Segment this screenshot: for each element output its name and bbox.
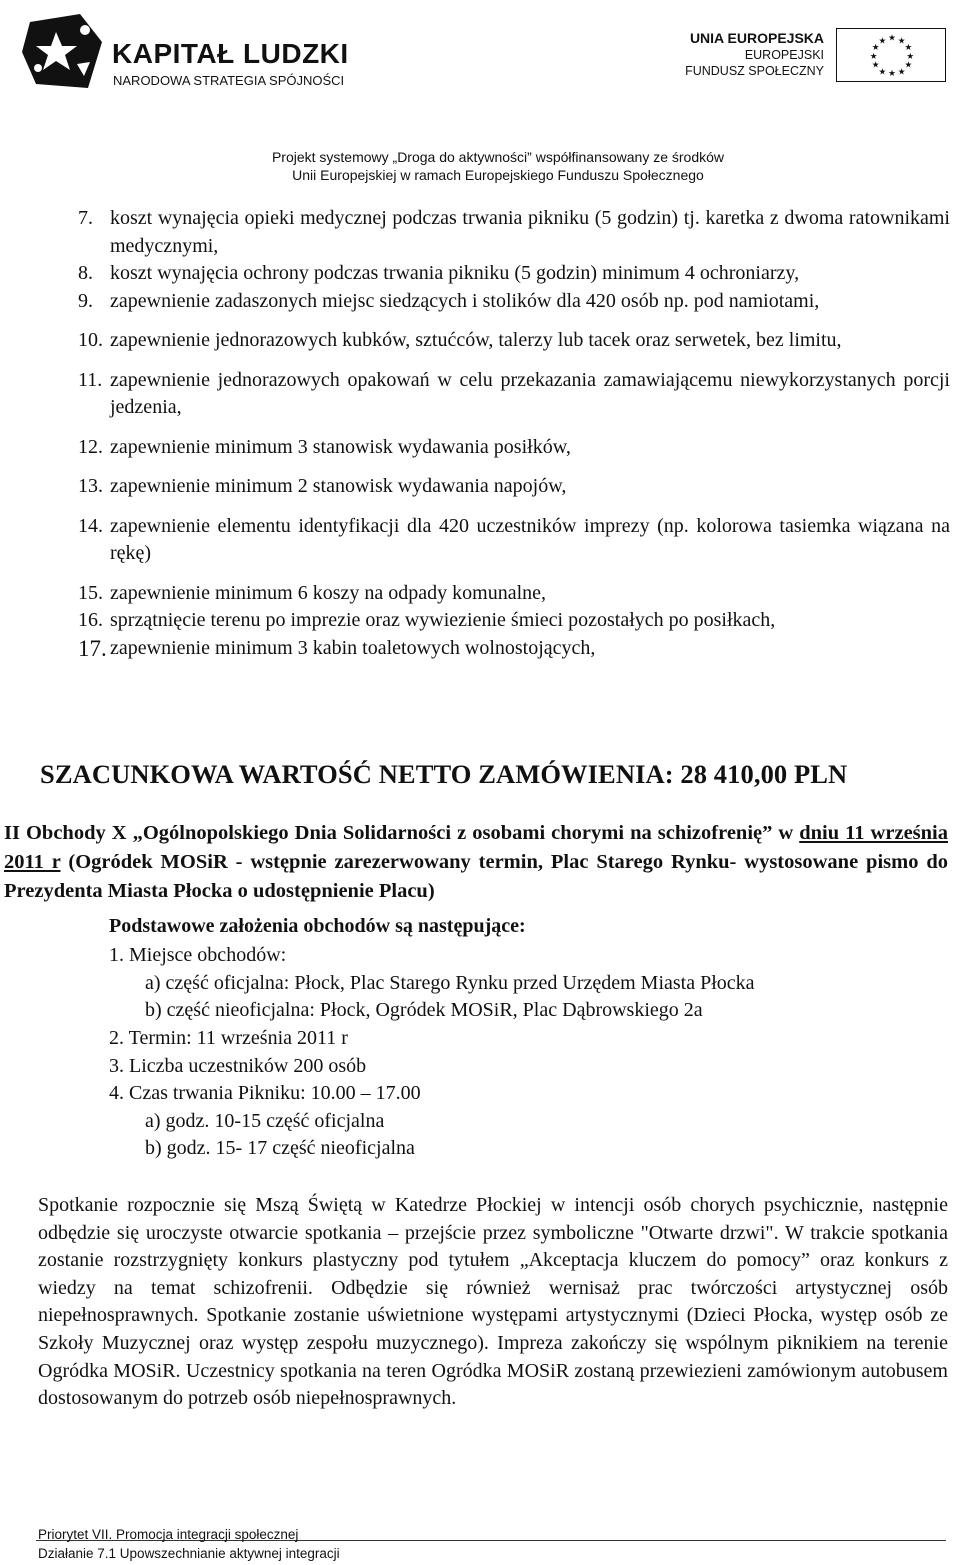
event-program-paragraph: Spotkanie rozpocznie się Mszą Świętą w Katedrze Płockiej w intencji osób chorych psychicznie, następnie odbędzie się uroczyste otwarcie spotkania – przejście przez symboliczne "Otwarte drzwi". W trakcie spotkania zostanie rozstrzygnięty konkurs plastyczny pod tytułem „Akceptacja kluczem do pomocy” oraz konkurs z wiedzy na temat schizofrenii. Odbędzie się również wernisaż prac twórczości artystycznej osób niepełnosprawnych. Spotkanie zostanie uświetnione występami artystycznymi (Dzieci Płocka, występ osób ze Szkoły Muzycznej oraz występ zespołu muzycznego). Impreza zakończy się wspólnym piknikiem na terenie Ogródka MOSiR. Uczestnicy spotkania na teren Ogródka MOSiR zostaną przewiezieni zamówionym autobusem dostosowanym do potrzeb osób niepełnosprawnych. xyxy=(38,1194,948,1410)
list-item-number: 11. xyxy=(78,368,103,391)
list-item-text: sprzątnięcie terenu po imprezie oraz wywiezienie śmieci pozostałych po posiłkach, xyxy=(110,609,776,631)
list-item xyxy=(78,473,950,501)
assumption-place-unofficial: b) część nieoficjalna: Płock, Ogródek MOSiR, Plac Dąbrowskiego 2a xyxy=(145,999,703,1021)
list-item-number: 9. xyxy=(78,289,93,312)
kapital-ludzki-logo xyxy=(22,12,349,92)
list-item xyxy=(78,434,950,462)
list-item-text: zapewnienie zadaszonych miejsc siedzących i stolików dla 420 osób np. pod namiotami, xyxy=(110,289,820,312)
list-item-text: zapewnienie jednorazowych kubków, sztućców, talerzy lub tacek oraz serwetek, bez limitu, xyxy=(110,329,842,351)
footer-action: Działanie 7.1 Upowszechnianie aktywnej integracji xyxy=(38,1546,340,1561)
list-item-text: zapewnienie minimum 3 stanowisk wydawania posiłków, xyxy=(110,435,571,458)
svg-text:★: ★ xyxy=(878,36,887,47)
svg-text:★: ★ xyxy=(869,51,878,62)
event-location: (Ogródek MOSiR - wstępnie zarezerwowany termin, Plac Starego Rynku- wystosowane pismo do Prezydenta Miasta Płocka o udostępnienie Placu) xyxy=(4,851,948,902)
list-item-number: 13. xyxy=(78,475,103,497)
eu-flag-icon xyxy=(836,28,946,82)
assumption-participants: 3. Liczba uczestników 200 osób xyxy=(109,1055,367,1077)
list-item-text: zapewnienie elementu identyfikacji dla 420 uczestników imprezy (np. kolorowa tasiemka wiązana na rękę) xyxy=(110,514,950,564)
svg-text:★: ★ xyxy=(897,67,906,78)
list-item xyxy=(78,635,950,663)
eu-logo xyxy=(685,28,946,84)
eu-logo-line3: FUNDUSZ SPOŁECZNY xyxy=(685,64,824,78)
project-line-1: Projekt systemowy „Droga do aktywności” współfinansowany ze środków xyxy=(271,149,725,165)
event-date: dniu 11 września 2011 r xyxy=(4,822,948,873)
svg-text:★: ★ xyxy=(906,51,915,62)
list-item-number: 17. xyxy=(78,635,107,661)
list-item-number: 10. xyxy=(78,329,103,351)
logo-title: KAPITAŁ LUDZKI xyxy=(112,38,349,69)
list-item-number: 16. xyxy=(78,609,103,631)
svg-text:★: ★ xyxy=(878,67,887,78)
assumption-duration: 4. Czas trwania Pikniku: 10.00 – 17.00 xyxy=(109,1082,421,1104)
list-item-text: koszt wynajęcia ochrony podczas trwania pikniku (5 godzin) minimum 4 ochroniarzy, xyxy=(110,262,800,284)
logo-subtitle: NARODOWA STRATEGIA SPÓJNOŚCI xyxy=(113,73,345,88)
list-item-text: zapewnienie minimum 6 koszy na odpady komunalne, xyxy=(110,581,547,604)
list-item-number: 8. xyxy=(78,262,93,284)
svg-text:★: ★ xyxy=(871,60,880,71)
list-item-text: zapewnienie jednorazowych opakowań w celu przekazania zamawiającemu niewykorzystanych porcji jedzenia, xyxy=(110,368,950,418)
eu-logo-line1: UNIA EUROPEJSKA xyxy=(689,30,824,46)
list-item-text: zapewnienie minimum 3 kabin toaletowych wolnostojących, xyxy=(110,636,596,659)
assumption-date: 2. Termin: 11 września 2011 r xyxy=(109,1027,348,1049)
list-item-text: zapewnienie minimum 2 stanowisk wydawania napojów, xyxy=(110,475,567,497)
list-item xyxy=(78,205,950,260)
list-item xyxy=(78,580,950,608)
svg-text:★: ★ xyxy=(904,43,913,54)
list-item xyxy=(78,288,950,316)
document-header xyxy=(0,0,960,185)
assumption-place-official: a) część oficjalna: Płock, Plac Starego Rynku przed Urzędem Miasta Płocka xyxy=(145,972,755,994)
list-item xyxy=(78,327,950,355)
assumption-duration-official: a) godz. 10-15 część oficjalna xyxy=(145,1110,385,1132)
list-item-number: 15. xyxy=(78,581,103,604)
footer-priority: Priorytet VII. Promocja integracji społecznej xyxy=(38,1527,299,1542)
estimated-value-heading: SZACUNKOWA WARTOŚĆ NETTO ZAMÓWIENIA: 28 410,00 PLN xyxy=(40,759,848,789)
svg-text:★: ★ xyxy=(897,36,906,47)
list-item xyxy=(78,513,950,568)
eu-logo-line2: EUROPEJSKI xyxy=(744,48,824,62)
list-item-number: 12. xyxy=(78,435,103,458)
list-item-text: koszt wynajęcia opieki medycznej podczas trwania pikniku (5 godzin) tj. karetka z dwoma ratownikami medycznymi, xyxy=(110,207,950,257)
list-item-number: 7. xyxy=(78,207,93,229)
event-description xyxy=(4,819,948,906)
assumption-place: 1. Miejsce obchodów: xyxy=(109,944,287,966)
svg-text:★: ★ xyxy=(871,43,880,54)
svg-text:★: ★ xyxy=(888,69,896,80)
requirements-list xyxy=(78,205,950,662)
list-item xyxy=(78,260,950,288)
assumptions-heading: Podstawowe założenia obchodów są następujące: xyxy=(109,915,526,937)
assumption-duration-unofficial: b) godz. 15- 17 część nieoficjalna xyxy=(145,1137,415,1159)
svg-text:★: ★ xyxy=(904,60,913,71)
project-line-2: Unii Europejskiej w ramach Europejskiego Funduszu Społecznego xyxy=(292,167,704,183)
list-item-number: 14. xyxy=(78,514,103,537)
svg-text:★: ★ xyxy=(888,33,896,44)
list-item xyxy=(78,367,950,422)
event-intro: II Obchody X „Ogólnopolskiego Dnia Solidarności z osobami chorymi na schizofrenię” w xyxy=(4,822,800,844)
list-item xyxy=(78,607,950,635)
kapital-ludzki-emblem-icon xyxy=(22,12,104,90)
